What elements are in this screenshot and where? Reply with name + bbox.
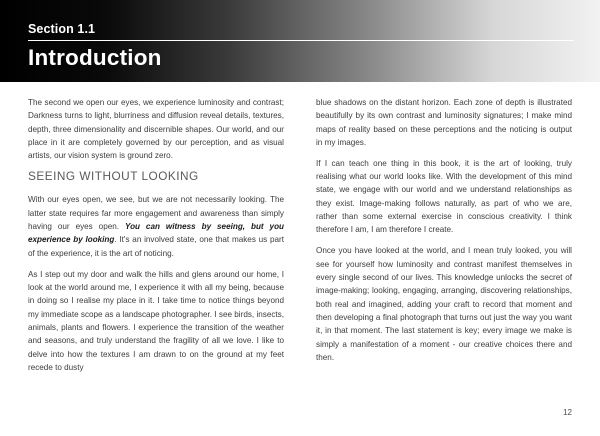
chapter-title: Introduction xyxy=(28,45,162,70)
header-divider xyxy=(28,40,574,41)
paragraph-text: . It's an involved state, one that makes us part of the experience, it is the art of noticing. xyxy=(28,235,285,258)
section-label: Section 1.1 xyxy=(28,22,96,36)
body-paragraph: If I can teach one thing in this book, it is the art of looking, truly realising what our world looks like. With the development of this mind state, we engage with our world and we understand relationships as they exist. Image-making follows naturally, as part of who we are, rather than some external exercise in conscious creativity. I think therefore I am, I am therefore I create. xyxy=(316,158,572,235)
subheading: SEEING WITHOUT LOOKING xyxy=(28,169,199,184)
body-paragraph: Once you have looked at the world, and I mean truly looked, you will see for yourself how luminosity and contrast manifest themselves in every single second of our lives. This knowledge unlocks the secret of image-making; looking, engaging, arranging, discovering relationships, both real and imagined, adding your craft to record that moment and then developing a final photograph that turns out just the way you want it, in that moment. The last statement is key; every image we make is simply a manifestation of a moment - our creative choices there and then. xyxy=(316,246,572,362)
left-text-column xyxy=(28,96,284,382)
section-header-banner xyxy=(0,0,600,82)
body-paragraph: blue shadows on the distant horizon. Each zone of depth is illustrated beautifully by its own contrast and luminosity signatures; I make mind maps of reality based on these perceptions and the noticing is output in my images. xyxy=(316,98,572,148)
body-paragraph xyxy=(28,193,284,260)
right-text-column xyxy=(316,96,572,372)
body-paragraph: As I step out my door and walk the hills and glens around our home, I look at the world around me, I experience it with all my being, because in doing so I realise my place in it. I take time to notice things beyond my immediate scope as a landscape photographer. I see birds, insects, animals, plants and flowers. I experience the transition of the weather and seasons, and truly understand the fragility of all we love. I like to delve into how the textures I am drawn to on the ground at my feet recede to dusty xyxy=(28,269,284,372)
body-paragraph: The second we open our eyes, we experience luminosity and contrast; Darkness turns to light, blurriness and diffusion reveal details, textures, depth, three dimensionality and discernible shapes. Our world, and our place in it are completely governed by our perception, and as visual artists, our vision system is ground zero. xyxy=(28,98,284,161)
page-number: 12 xyxy=(563,408,572,417)
emphasized-text: You can witness by seeing, but you experience by looking xyxy=(28,222,284,245)
paragraph-text: With our eyes open, we see, but we are not necessarily looking. The latter state requires far more engagement and awareness than simply having our eyes open. xyxy=(28,195,284,232)
